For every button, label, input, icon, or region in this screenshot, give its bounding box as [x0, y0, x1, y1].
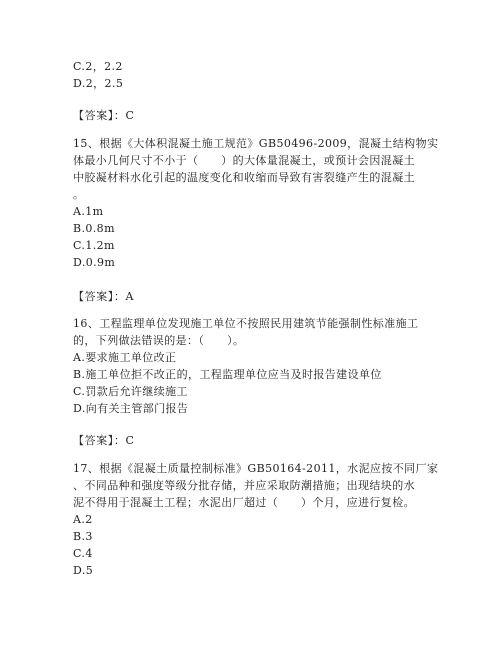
option-d-prev: D.2，2.5 — [73, 77, 124, 90]
question-17-stem-line-1: 17、根据《混凝土质量控制标准》GB50164-2011，水泥应按不同厂家 — [73, 462, 439, 475]
question-15-stem-line-4: 。 — [73, 188, 85, 201]
question-15-stem-line-3: 中胶凝材料水化引起的温度变化和收缩而导致有害裂缝产生的混凝土 — [73, 171, 415, 184]
question-17-option-d: D.5 — [73, 564, 94, 577]
question-17-option-b: B.3 — [73, 530, 93, 543]
question-15-option-d: D.0.9m — [73, 256, 116, 269]
question-16-option-d: D.向有关主管部门报告 — [73, 402, 189, 415]
question-16-stem-line-2: 的，下列做法错误的是：（ ）。 — [73, 334, 245, 347]
question-17-option-c: C.4 — [73, 547, 93, 560]
question-15-stem-line-1: 15、根据《大体积混凝土施工规范》GB50496-2009，混凝土结构物实 — [73, 137, 439, 150]
question-15-stem-line-2: 体最小几何尺寸不小于（ ）的大体量混凝土，或预计会因混凝土 — [73, 154, 415, 167]
question-17-stem-line-3: 泥不得用于混凝土工程；水泥出厂超过（ ）个月，应进行复检。 — [73, 496, 415, 509]
option-c-prev: C.2，2.2 — [73, 60, 123, 73]
answer-label: 【答案】：A — [73, 290, 135, 303]
answer-label: 【答案】：C — [73, 109, 135, 122]
question-16-option-a: A.要求施工单位改正 — [73, 351, 177, 364]
question-15-option-c: C.1.2m — [73, 239, 115, 252]
question-17-option-a: A.2 — [73, 513, 93, 526]
answer-label: 【答案】：C — [73, 434, 135, 447]
question-16-stem-line-1: 16、工程监理单位发现施工单位不按照民用建筑节能强制性标准施工 — [73, 317, 419, 330]
question-16-option-c: C.罚款后允许继续施工 — [73, 385, 188, 398]
question-16-option-b: B.施工单位拒不改正的，工程监理单位应当及时报告建设单位 — [73, 368, 382, 381]
question-15-option-b: B.0.8m — [73, 222, 115, 235]
question-15-option-a: A.1m — [73, 205, 104, 218]
question-17-stem-line-2: 、不同品种和强度等级分批存储，并应采取防潮措施；出现结块的水 — [73, 479, 415, 492]
